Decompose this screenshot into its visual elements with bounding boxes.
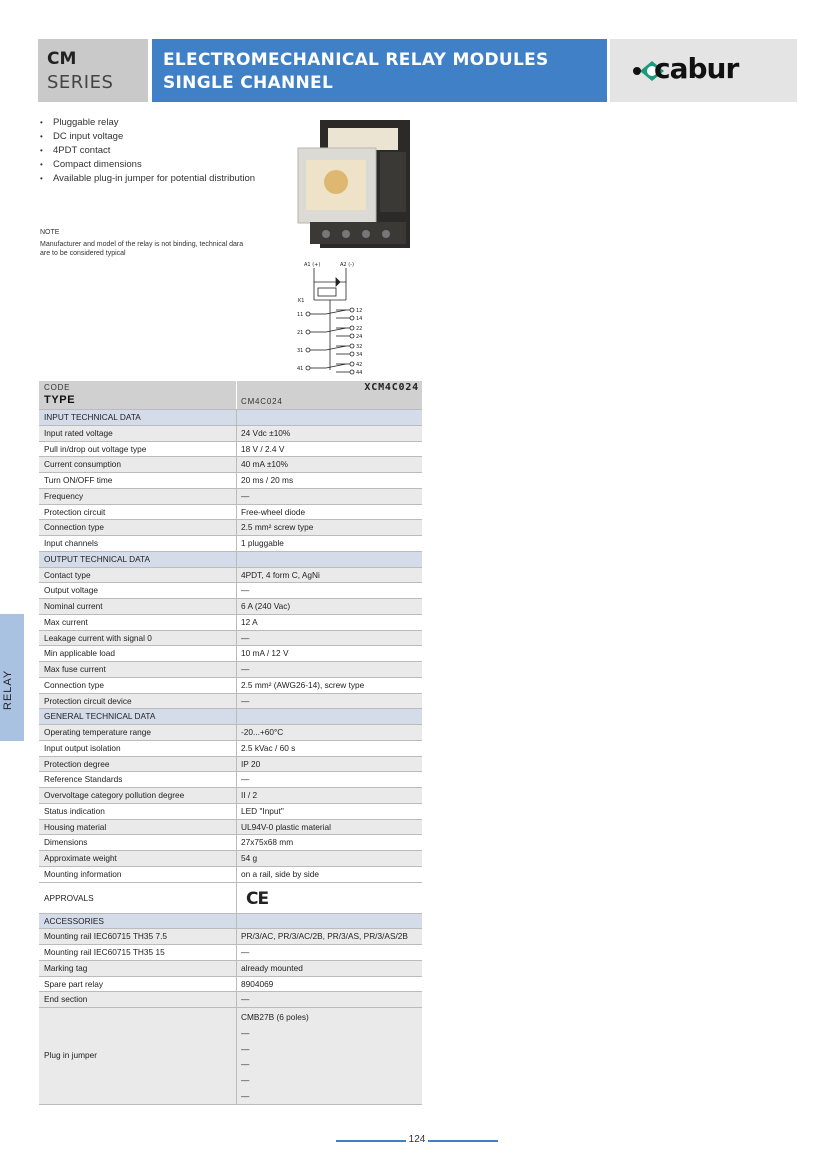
diagram-label-contact: 44 xyxy=(356,370,363,376)
spec-row xyxy=(39,536,422,552)
diagram-label-a1: A1 (+) xyxy=(304,262,321,268)
accessory-row xyxy=(39,961,422,977)
diagram-label-contact: 14 xyxy=(356,316,363,322)
feature-item: • DC input voltage xyxy=(40,130,260,144)
spec-label: Pull in/drop out voltage type xyxy=(44,443,147,454)
spec-value: 12 A xyxy=(241,616,258,627)
accessory-label: Marking tag xyxy=(44,962,88,973)
spec-label: Protection circuit xyxy=(44,506,106,517)
spec-label: Input channels xyxy=(44,538,98,548)
spec-value: LED "Input" xyxy=(241,805,284,816)
accessory-label: Mounting rail IEC60715 TH35 7.5 xyxy=(44,931,167,942)
diagram-label-contact: 22 xyxy=(356,326,363,332)
spec-label: Mounting information xyxy=(44,868,122,879)
accessory-label: Mounting rail IEC60715 TH35 15 xyxy=(44,947,165,957)
section-title: ACCESSORIES xyxy=(44,915,104,926)
spec-row xyxy=(39,426,422,442)
spec-label: Frequency xyxy=(44,490,84,501)
spec-label: Operating temperature range xyxy=(44,727,152,737)
accessory-row xyxy=(39,945,422,961)
spec-label: Approximate weight xyxy=(44,853,117,863)
spec-row xyxy=(39,442,422,458)
section-title: INPUT TECHNICAL DATA xyxy=(44,412,141,422)
page-number: 124 xyxy=(408,1134,426,1145)
spec-label: Overvoltage category pollution degree xyxy=(44,790,185,800)
spec-label: Max fuse current xyxy=(44,664,106,674)
spec-value: 2.5 kVac / 60 s xyxy=(241,742,296,753)
note-title: NOTE xyxy=(40,229,60,236)
spec-row xyxy=(39,772,422,788)
jumper-value: — xyxy=(241,1027,250,1038)
code-value: XCM4C024 xyxy=(364,382,419,393)
jumper-value: — xyxy=(241,1075,250,1085)
spec-value: UL94V-0 plastic material xyxy=(241,821,331,832)
spec-row xyxy=(39,505,422,521)
spec-label: Current consumption xyxy=(44,459,122,470)
jumper-value: — xyxy=(241,1090,250,1101)
accessory-row xyxy=(39,929,422,945)
type-value: CM4C024 xyxy=(241,397,283,406)
spec-row xyxy=(39,867,422,883)
section-tab-label: RELAY xyxy=(2,669,14,710)
spec-value: Free-wheel diode xyxy=(241,506,306,517)
note-text: Manufacturer and model of the relay is not binding, technical dara are to be considered typical xyxy=(40,241,244,257)
diagram-label-contact: 42 xyxy=(356,362,363,368)
accessory-label: Spare part relay xyxy=(44,978,104,989)
jumper-value: — xyxy=(241,1059,250,1070)
spec-value: — xyxy=(241,585,250,596)
series-code: CM xyxy=(47,49,77,69)
spec-value: on a rail, side by side xyxy=(241,868,319,879)
diagram-label-contact: 32 xyxy=(356,344,363,350)
spec-value: IP 20 xyxy=(241,758,261,769)
feature-item: • Compact dimensions xyxy=(40,158,260,172)
series-label: SERIES xyxy=(47,72,114,93)
spec-row xyxy=(39,473,422,489)
diagram-label-common: 11 xyxy=(297,312,304,318)
jumper-value: — xyxy=(241,1043,250,1054)
spec-label: Status indication xyxy=(44,805,105,816)
footer-line-left xyxy=(336,1140,406,1142)
diagram-label-contact: 34 xyxy=(356,352,363,358)
spec-row xyxy=(39,835,422,851)
feature-list xyxy=(40,116,260,186)
series-box xyxy=(38,39,148,102)
accessory-row xyxy=(39,992,422,1008)
spec-value: 1 pluggable xyxy=(241,538,284,548)
spec-row xyxy=(39,568,422,584)
spec-table xyxy=(39,381,422,1105)
spec-value: 4PDT, 4 form C, AgNi xyxy=(241,569,320,580)
approvals-label: APPROVALS xyxy=(44,892,94,903)
spec-row xyxy=(39,520,422,536)
spec-label: Protection degree xyxy=(44,758,110,769)
spec-label: Leakage current with signal 0 xyxy=(44,632,152,643)
spec-value: 54 g xyxy=(241,853,258,863)
feature-item: • 4PDT contact xyxy=(40,144,260,158)
spec-value: 2.5 mm² (AWG26-14), screw type xyxy=(241,679,365,690)
ce-mark-icon: CE xyxy=(246,888,269,909)
spec-row xyxy=(39,741,422,757)
spec-value: 40 mA ±10% xyxy=(241,459,288,470)
logo-text: cabur xyxy=(654,52,739,85)
spec-label: Connection type xyxy=(44,679,104,690)
feature-item: • Pluggable relay xyxy=(40,116,260,130)
plug-in-jumper-row xyxy=(39,1008,422,1105)
page-title-line2: SINGLE CHANNEL xyxy=(163,73,334,93)
accessory-row xyxy=(39,977,422,993)
spec-row xyxy=(39,694,422,710)
spec-value: 2.5 mm² screw type xyxy=(241,522,314,533)
diagram-label-common: 31 xyxy=(297,348,304,354)
spec-label: Dimensions xyxy=(44,837,88,848)
spec-value: — xyxy=(241,632,250,643)
spec-value: 24 Vdc ±10% xyxy=(241,427,291,438)
spec-label: Housing material xyxy=(44,821,107,832)
spec-label: Output voltage xyxy=(44,585,98,596)
diagram-label-common: 21 xyxy=(297,330,304,336)
section-header-accessories xyxy=(39,914,422,930)
spec-label: Protection circuit device xyxy=(44,695,132,706)
diagram-label-a2: A2 (-) xyxy=(340,262,354,268)
spec-label: Contact type xyxy=(44,569,91,580)
wiring-diagram xyxy=(296,258,366,376)
diagram-label-contact: 12 xyxy=(356,308,363,314)
spec-row xyxy=(39,615,422,631)
accessory-value: already mounted xyxy=(241,962,303,973)
section-header xyxy=(39,709,422,725)
spec-row xyxy=(39,678,422,694)
spec-row xyxy=(39,599,422,615)
spec-value: — xyxy=(241,774,250,785)
spec-label: Reference Standards xyxy=(44,774,123,785)
jumper-label: Plug in jumper xyxy=(44,1050,98,1060)
spec-row xyxy=(39,757,422,773)
diagram-label-k1: K1 xyxy=(298,298,305,304)
type-label: TYPE xyxy=(44,394,76,406)
title-box xyxy=(152,39,607,102)
spec-value: 18 V / 2.4 V xyxy=(241,443,285,454)
spec-row xyxy=(39,820,422,836)
spec-value: — xyxy=(241,490,250,501)
spec-value: II / 2 xyxy=(241,790,258,800)
spec-value: 27x75x68 mm xyxy=(241,837,294,848)
spec-row xyxy=(39,788,422,804)
code-type-row xyxy=(39,381,422,410)
diagram-label-common: 41 xyxy=(297,366,304,372)
section-tab-relay xyxy=(0,614,24,741)
section-title: OUTPUT TECHNICAL DATA xyxy=(44,553,151,564)
page-title-line1: ELECTROMECHANICAL RELAY MODULES xyxy=(163,50,549,70)
spec-label: Nominal current xyxy=(44,601,103,611)
spec-row xyxy=(39,804,422,820)
relay-module-photo xyxy=(290,118,420,253)
spec-label: Input output isolation xyxy=(44,742,121,753)
spec-value: 20 ms / 20 ms xyxy=(241,475,294,485)
accessory-value: — xyxy=(241,947,250,957)
spec-label: Max current xyxy=(44,616,88,627)
spec-row xyxy=(39,662,422,678)
spec-row xyxy=(39,489,422,505)
spec-row xyxy=(39,583,422,599)
section-header xyxy=(39,410,422,426)
accessory-value: PR/3/AC, PR/3/AC/2B, PR/3/AS, PR/3/AS/2B xyxy=(241,931,408,942)
accessory-value: 8904069 xyxy=(241,978,274,989)
jumper-value: CMB27B (6 poles) xyxy=(241,1012,309,1022)
approvals-row xyxy=(39,883,422,914)
diagram-label-contact: 24 xyxy=(356,334,363,340)
spec-value: 6 A (240 Vac) xyxy=(241,601,291,611)
accessory-label: End section xyxy=(44,994,88,1005)
spec-label: Turn ON/OFF time xyxy=(44,475,113,485)
logo-box xyxy=(610,39,797,102)
section-title: GENERAL TECHNICAL DATA xyxy=(44,711,156,722)
spec-row xyxy=(39,457,422,473)
spec-label: Min applicable load xyxy=(44,648,116,659)
spec-value: 10 mA / 12 V xyxy=(241,648,289,659)
spec-row xyxy=(39,725,422,741)
code-label: CODE xyxy=(44,383,71,392)
spec-row xyxy=(39,851,422,867)
spec-row xyxy=(39,646,422,662)
section-header xyxy=(39,552,422,568)
feature-item: • Available plug-in jumper for potential distribution xyxy=(40,172,260,186)
spec-value: — xyxy=(241,664,250,674)
spec-label: Connection type xyxy=(44,522,104,533)
spec-value: -20...+60°C xyxy=(241,727,284,737)
spec-row xyxy=(39,631,422,647)
accessory-value: — xyxy=(241,994,250,1005)
spec-value: — xyxy=(241,695,250,706)
footer-line-right xyxy=(428,1140,498,1142)
spec-label: Input rated voltage xyxy=(44,427,113,438)
